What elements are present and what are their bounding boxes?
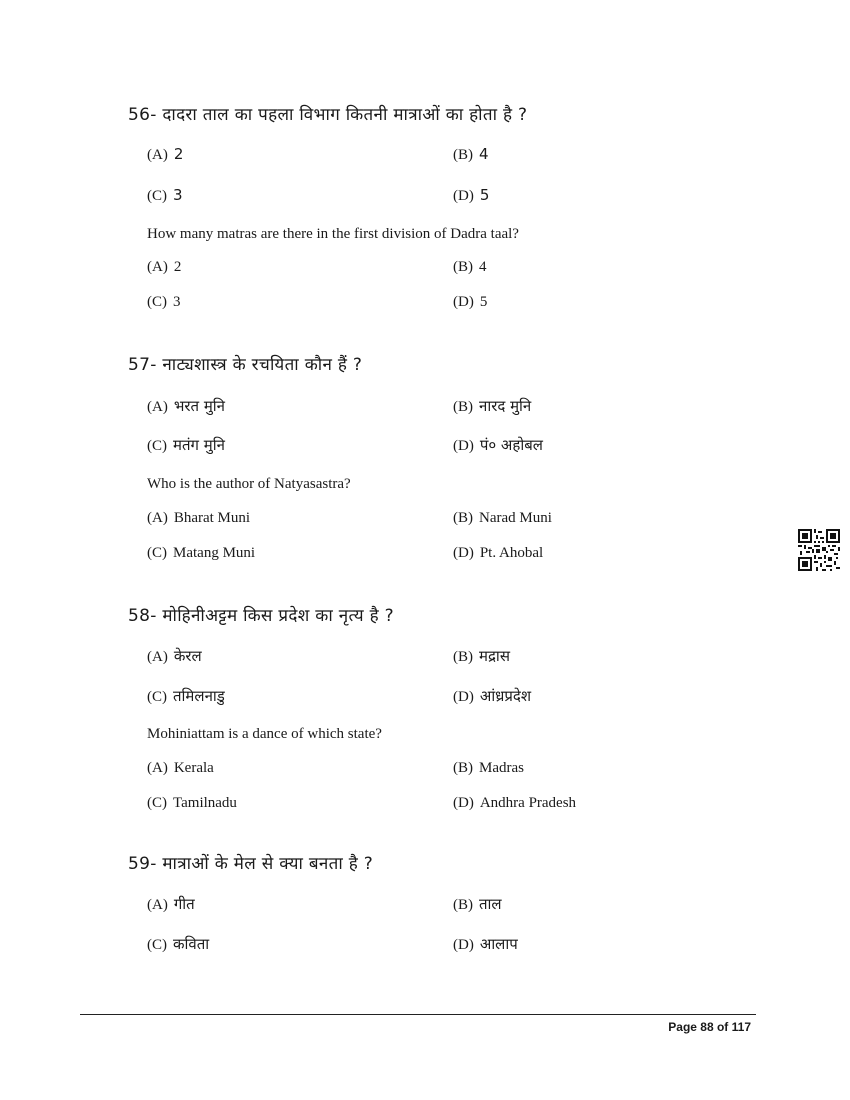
q58-hindi-option-d: (D) आंध्रप्रदेश	[453, 687, 532, 705]
q57-hindi-option-a: (A) भरत मुनि	[147, 397, 226, 415]
q57-english-option-a: (A) Bharat Muni	[147, 510, 251, 526]
q58-hindi-option-b: (B) मद्रास	[453, 647, 510, 665]
q57-english-option-c: (C) Matang Muni	[147, 545, 256, 561]
q57-hindi-option-d: (D) पं० अहोबल	[453, 436, 543, 454]
question-58-hindi: 58- मोहिनीअट्टम किस प्रदेश का नृत्य है ?	[128, 606, 394, 626]
q56-hindi-option-b: (B) 4	[453, 145, 489, 163]
question-57-hindi: 57- नाट्यशास्त्र के रचयिता कौन हैं ?	[128, 355, 363, 375]
q56-hindi-option-c: (C) 3	[147, 186, 183, 204]
q59-hindi-option-b: (B) ताल	[453, 895, 502, 913]
q58-english-option-d: (D) Andhra Pradesh	[453, 795, 577, 811]
question-57-english: Who is the author of Natyasastra?	[147, 476, 351, 492]
question-56-hindi: 56- दादरा ताल का पहला विभाग कितनी मात्राओं का होता है ?	[128, 105, 528, 125]
question-58-english: Mohiniattam is a dance of which state?	[147, 726, 382, 742]
q59-hindi-option-d: (D) आलाप	[453, 935, 518, 953]
question-56-english: How many matras are there in the first division of Dadra taal?	[147, 226, 519, 242]
q59-hindi-option-c: (C) कविता	[147, 935, 210, 953]
q56-english-option-a: (A) 2	[147, 259, 182, 275]
q58-hindi-option-a: (A) केरल	[147, 647, 202, 665]
q57-hindi-option-c: (C) मतंग मुनि	[147, 436, 225, 454]
q56-hindi-option-d: (D) 5	[453, 186, 490, 204]
q57-hindi-option-b: (B) नारद मुनि	[453, 397, 532, 415]
q58-english-option-b: (B) Madras	[453, 760, 524, 776]
q57-english-option-d: (D) Pt. Ahobal	[453, 545, 544, 561]
q58-english-option-c: (C) Tamilnadu	[147, 795, 237, 811]
q56-english-option-b: (B) 4	[453, 259, 487, 275]
q56-english-option-d: (D) 5	[453, 294, 488, 310]
q56-english-option-c: (C) 3	[147, 294, 181, 310]
question-59-hindi: 59- मात्राओं के मेल से क्या बनता है ?	[128, 854, 374, 874]
q57-english-option-b: (B) Narad Muni	[453, 510, 552, 526]
q58-english-option-a: (A) Kerala	[147, 760, 214, 776]
q58-hindi-option-c: (C) तमिलनाडु	[147, 687, 225, 705]
qr-code-icon[interactable]	[798, 529, 840, 571]
q56-hindi-option-a: (A) 2	[147, 145, 184, 163]
page-number: Page 88 of 117	[668, 1020, 751, 1034]
q59-hindi-option-a: (A) गीत	[147, 895, 195, 913]
footer-divider	[80, 1014, 756, 1015]
